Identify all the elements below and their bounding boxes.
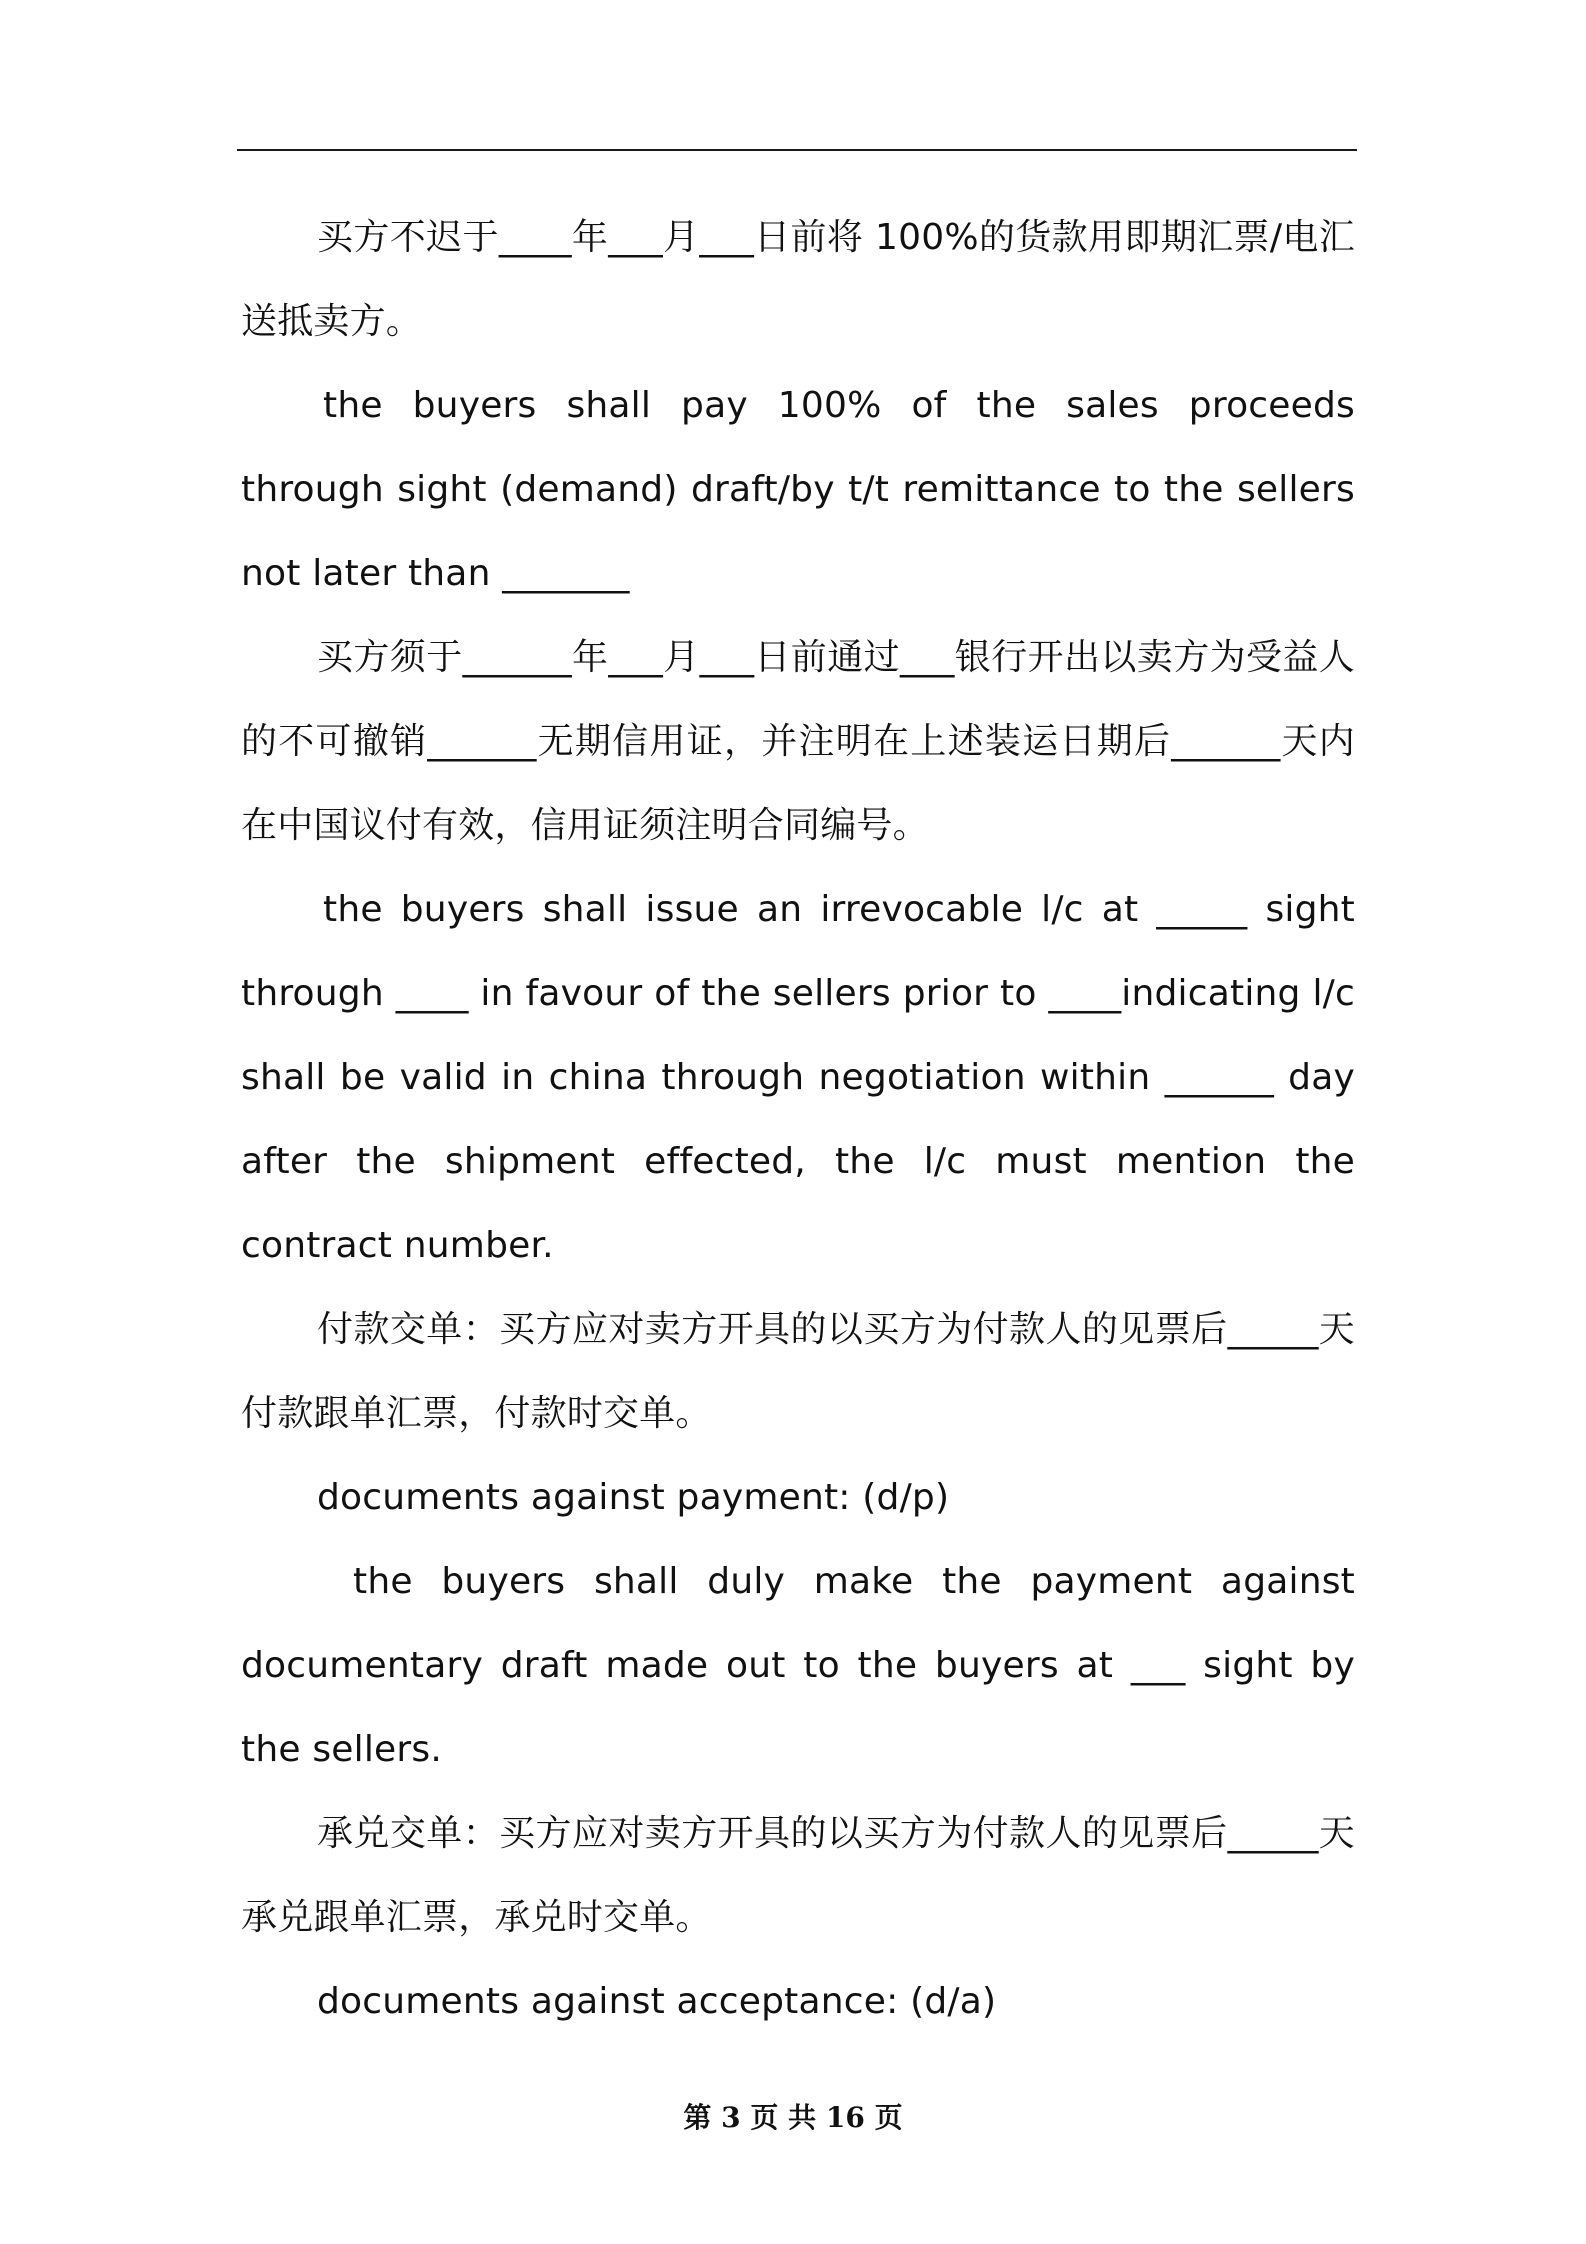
paragraph-dp-en: the buyers shall duly make the payment against documentary draft made out to the buyers at ___ sight by the sellers.: [241, 1561, 1355, 1770]
paragraph-dp-heading-en: documents against payment: (d/p): [317, 1477, 950, 1518]
document-body: [241, 196, 1355, 2044]
paragraph-payment-tt-en: the buyers shall pay 100% of the sales proceeds through sight (demand) draft/by t/t remittance to the sellers not later than _______: [241, 385, 1355, 594]
paragraph-dp-zh: 付款交单：买方应对卖方开具的以买方为付款人的见票后_____天付款跟单汇票，付款时交单。: [241, 1309, 1355, 1434]
paragraph-payment-tt-zh: 买方不迟于____年___月___日前将 100%的货款用即期汇票/电汇送抵卖方。: [241, 217, 1355, 342]
paragraph-da-heading-en: documents against acceptance: (d/a): [317, 1981, 997, 2022]
paragraph-lc-en: the buyers shall issue an irrevocable l/c at _____ sight through ____ in favour of the sellers prior to ____indicating l/c shall be valid in china through negotiation within ______ day after the shipment effected, the l/c must mention the contract number.: [241, 889, 1355, 1266]
paragraph-lc-zh: 买方须于______年___月___日前通过___银行开出以卖方为受益人的不可撤销______无期信用证，并注明在上述装运日期后______天内在中国议付有效，信用证须注明合同编号。: [241, 637, 1355, 846]
header-rule: [237, 149, 1357, 151]
page-number-footer: 第 3 页 共 16 页: [683, 2101, 903, 2134]
paragraph-da-zh: 承兑交单：买方应对卖方开具的以买方为付款人的见票后_____天承兑跟单汇票，承兑时交单。: [241, 1813, 1355, 1938]
